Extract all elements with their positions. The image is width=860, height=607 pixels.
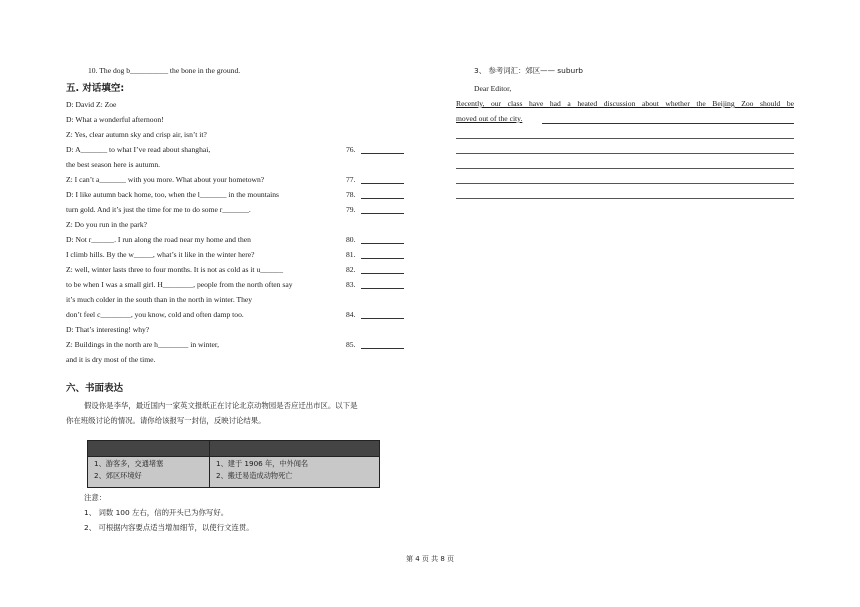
section-6-title: 六、书面表达 xyxy=(66,383,124,394)
table-cell-text: 1、建于 1906 年，中外闻名 xyxy=(216,459,309,468)
table-cell-text: 2、搬迁易造成动物死亡 xyxy=(216,471,293,480)
letter-opening: moved out of the city. xyxy=(456,114,523,123)
table-header-row xyxy=(88,441,380,457)
answer-number: 85. xyxy=(346,340,356,349)
dialogue-line: Z: I can’t a_______ with you more. What about your hometown? xyxy=(66,175,265,184)
table-header-cell xyxy=(88,441,210,457)
answer-blank[interactable] xyxy=(361,183,404,184)
table-cell-text: 1、游客多，交通堵塞 xyxy=(94,459,164,468)
dialogue-line: D: David Z: Zoe xyxy=(66,100,117,109)
table-cell-text: 2、郊区环境好 xyxy=(94,471,142,480)
answer-blank[interactable] xyxy=(361,243,404,244)
answer-number: 76. xyxy=(346,145,356,154)
answer-blank[interactable] xyxy=(361,348,404,349)
dialogue-line: Z: Buildings in the north are h________ in winter, xyxy=(66,340,220,349)
table-row xyxy=(88,457,380,488)
dialogue-line: D: A_______ to what I’ve read about shanghai, xyxy=(66,145,211,154)
dialogue-line: the best season here is autumn. xyxy=(66,160,161,169)
notes-title: 注意： xyxy=(84,493,107,502)
answer-blank[interactable] xyxy=(361,318,404,319)
letter-opening: Recently, our class have had a heated discussion about whether the Beijing Zoo should be xyxy=(456,99,794,108)
dialogue-line: D: What a wonderful afternoon! xyxy=(66,115,164,124)
vocab-hint: 3、 参考词汇：郊区—— suburb xyxy=(474,66,583,75)
dialogue-line: Z: Do you run in the park? xyxy=(66,220,147,229)
answer-blank[interactable] xyxy=(361,153,404,154)
answer-number: 83. xyxy=(346,280,356,289)
table-cell-right xyxy=(210,457,380,488)
table-header-cell xyxy=(210,441,380,457)
dialogue-line: D: Not r______. I run along the road near my home and then xyxy=(66,235,251,244)
question-10: 10. The dog b__________ the bone in the ground. xyxy=(88,66,241,75)
answer-number: 80. xyxy=(346,235,356,244)
section-5-title: 五. 对话填空: xyxy=(66,83,125,94)
dialogue-line: D: I like autumn back home, too, when the l_______ in the mountains xyxy=(66,190,280,199)
answer-number: 81. xyxy=(346,250,356,259)
writing-line[interactable] xyxy=(456,168,794,169)
answer-blank[interactable] xyxy=(361,198,404,199)
answer-blank[interactable] xyxy=(361,273,404,274)
answer-number: 82. xyxy=(346,265,356,274)
writing-prompt: 你在班级讨论的情况。请你给该报写一封信，反映讨论结果。 xyxy=(66,416,266,425)
page-footer: 第 4 页 共 8 页 xyxy=(405,555,455,563)
writing-line[interactable] xyxy=(456,153,794,154)
table-cell-left xyxy=(88,457,210,488)
dialogue-line: turn gold. And it’s just the time for me to do some r_______. xyxy=(66,205,251,214)
dialogue-line: I climb hills. By the w_____, what’s it like in the winter here? xyxy=(66,250,255,259)
dialogue-line: Z: Yes, clear autumn sky and crisp air, isn’t it? xyxy=(66,130,207,139)
answer-number: 84. xyxy=(346,310,356,319)
answer-number: 78. xyxy=(346,190,356,199)
dialogue-line: don’t feel c________, you know, cold and often damp too. xyxy=(66,310,244,319)
writing-line[interactable] xyxy=(456,183,794,184)
dialogue-line: D: That’s interesting! why? xyxy=(66,325,150,334)
dialogue-line: and it is dry most of the time. xyxy=(66,355,156,364)
writing-prompt: 假设你是李华，最近国内一家英文报纸正在讨论北京动物园是否应迁出市区。以下是 xyxy=(84,401,358,410)
dialogue-line: to be when I was a small girl. H________, people from the north often say xyxy=(66,280,293,289)
writing-line[interactable] xyxy=(456,198,794,199)
discussion-table xyxy=(87,440,380,488)
note-item: 2、 可根据内容要点适当增加细节，以使行文连贯。 xyxy=(84,523,254,532)
dialogue-line: it’s much colder in the south than in the north in winter. They xyxy=(66,295,253,304)
note-item: 1、 词数 100 左右，信的开头已为你写好。 xyxy=(84,508,229,517)
answer-blank[interactable] xyxy=(361,288,404,289)
letter-salutation: Dear Editor, xyxy=(474,84,512,93)
writing-line[interactable] xyxy=(456,138,794,139)
writing-line[interactable] xyxy=(542,123,794,124)
answer-number: 79. xyxy=(346,205,356,214)
answer-blank[interactable] xyxy=(361,258,404,259)
answer-blank[interactable] xyxy=(361,213,404,214)
answer-number: 77. xyxy=(346,175,356,184)
dialogue-line: Z: well, winter lasts three to four months. It is not as cold as it u______ xyxy=(66,265,284,274)
